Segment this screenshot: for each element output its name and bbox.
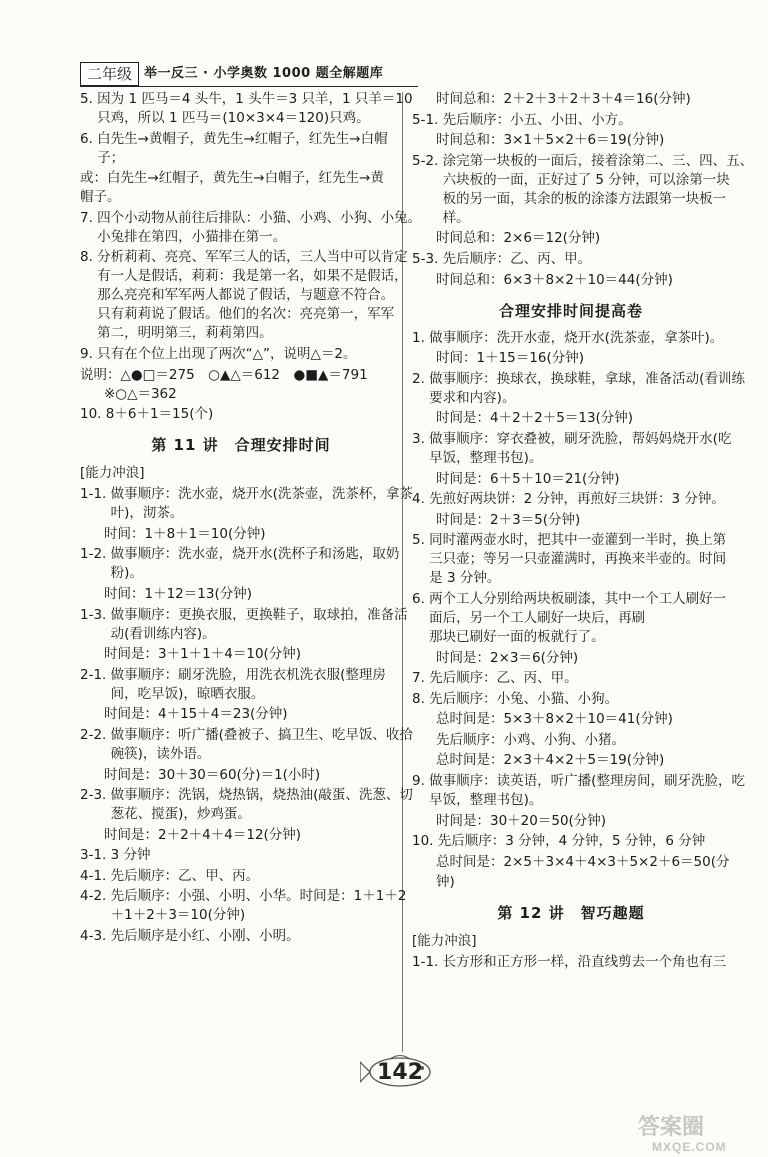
item-number: 9. xyxy=(80,345,98,362)
answer-item xyxy=(412,329,730,348)
answer-item xyxy=(412,772,745,810)
item-body xyxy=(429,490,730,509)
answer-item xyxy=(412,430,730,468)
item-line: 同时灌两壶水时，把其中一壶灌到一半时，换上第 xyxy=(429,532,727,549)
item-number: 6. xyxy=(412,590,430,607)
page-number xyxy=(360,1054,440,1090)
answers-block-a xyxy=(80,90,422,424)
item-body xyxy=(106,405,402,424)
item-body xyxy=(97,209,421,247)
item-number: 8. xyxy=(412,690,430,707)
item-line: 8＋6＋1＝15(个) xyxy=(105,406,214,423)
item-line: 做事顺序：更换衣服，更换鞋子，取球拍，准备活 xyxy=(110,606,408,623)
symbol-explanation xyxy=(80,366,402,404)
watermark xyxy=(630,1110,760,1156)
item-line: 做事顺序：刷牙洗脸，用洗衣机洗衣服(整理房 xyxy=(110,666,386,683)
item-line: 做事顺序：洗水壶，烧开水(洗茶壶，洗茶杯，拿茶 xyxy=(110,486,413,503)
answer-item xyxy=(412,152,754,228)
answer-item xyxy=(412,250,730,269)
item-number: 2-1. xyxy=(80,666,111,683)
item-number: 7. xyxy=(80,209,98,226)
item-line: 小兔排在第四，小猫排在第一。 xyxy=(97,228,287,245)
item-line: 时间是：2＋2＋4＋4＝12(分钟) xyxy=(104,826,302,843)
item-line: 做事顺序：换球衣，换球鞋，拿球，准备活动(看训练 xyxy=(429,370,745,387)
item-line: 子； xyxy=(97,149,125,166)
item-number: 1-1. xyxy=(412,954,443,971)
answer-item xyxy=(412,370,745,408)
item-line: 动(看训练内容)。 xyxy=(110,625,216,642)
item-line: 做事顺序：洗锅，烧热锅，烧热油(敲蛋、洗葱、切 xyxy=(110,787,413,804)
item-body xyxy=(97,90,412,128)
item-line: 四个小动物从前往后排队：小猫、小鸡、小狗、小兔。 xyxy=(97,209,422,226)
item-body xyxy=(429,669,730,688)
item-line: 时间：1＋12＝13(分钟) xyxy=(104,585,252,602)
page-number-text: 142 xyxy=(377,1059,423,1085)
section-title-lecture-12: 第 12 讲 智巧趣题 xyxy=(497,904,645,923)
item-line: 先后顺序：3 分钟，4 分钟，5 分钟，6 分钟 xyxy=(437,833,706,850)
answer-item xyxy=(80,606,408,644)
item-body xyxy=(111,726,413,764)
item-line: 六块板的一面，正好过了 5 分钟，可以涂第一块 xyxy=(442,171,730,188)
item-line: 第二，明明第三，莉莉第四。 xyxy=(97,325,273,342)
item-line: 先后顺序：乙、丙、甲。 xyxy=(442,250,592,267)
item-body xyxy=(443,152,754,228)
item-line: ※○△＝362 xyxy=(104,385,177,402)
answer-item xyxy=(412,690,730,709)
item-body xyxy=(429,430,731,468)
item-body xyxy=(443,953,730,972)
answer-item xyxy=(80,666,402,704)
item-line: 做事顺序：洗水壶，烧开水(洗杯子和汤匙，取奶 xyxy=(110,546,400,563)
item-number: 7. xyxy=(412,670,430,687)
item-number: 5-1. xyxy=(412,111,443,128)
item-line: 长方形和正方形一样，沿直线剪去一个角也有三 xyxy=(442,954,727,971)
item-line: 做事顺序：穿衣叠被，刷牙洗脸，帮妈妈烧开水(吃 xyxy=(429,430,732,447)
answer-item xyxy=(80,485,413,523)
answer-item xyxy=(412,953,730,972)
answer-item xyxy=(80,786,413,824)
item-body xyxy=(111,545,402,583)
item-line: 时间是：6＋5＋10＝21(分钟) xyxy=(436,470,620,487)
answer-item xyxy=(80,209,422,247)
item-line: 时间是：30＋30＝60(分)＝1(小时) xyxy=(104,766,321,783)
watermark-logo-text: 答案圈 xyxy=(638,1114,705,1139)
item-body xyxy=(443,250,730,269)
answer-item xyxy=(412,531,730,588)
item-number: 2. xyxy=(412,370,430,387)
item-line: 说明：△●□＝275 ○▲△＝612 ●■▲＝791 xyxy=(80,366,368,383)
item-line: 是 3 分钟。 xyxy=(429,570,501,587)
item-line: 早饭，整理书包)。 xyxy=(429,792,543,809)
lecture-11-answers xyxy=(80,485,413,946)
item-number: 4-3. xyxy=(80,928,111,945)
item-line: 钟) xyxy=(436,874,455,891)
item-number: 5-3. xyxy=(412,250,443,267)
item-number: 2-3. xyxy=(80,787,111,804)
item-line: 面后，另一个工人刷好一块后，再刷 xyxy=(429,609,646,626)
item-line: ＋1＋2＋3＝10(分钟) xyxy=(110,907,246,924)
answer-item xyxy=(80,726,413,764)
ability-tag: [能力冲浪] xyxy=(412,933,477,950)
item-line: 时间是：3＋1＋1＋4＝10(分钟) xyxy=(104,646,302,663)
item-line: 样。 xyxy=(442,209,470,226)
left-column xyxy=(80,90,422,948)
item-line: 分析莉莉、亮亮、军军三人的话，三人当中可以肯定 xyxy=(97,249,408,266)
item-line: 粉)。 xyxy=(110,565,143,582)
item-line: 时间是：2＋3＝5(分钟) xyxy=(436,511,581,528)
item-line: 因为 1 匹马＝4 头牛，1 头牛＝3 只羊，1 只羊＝10 xyxy=(97,91,413,107)
item-body xyxy=(111,666,402,704)
item-line: 间，吃早饭)，晾晒衣服。 xyxy=(110,685,265,702)
answer-item xyxy=(80,248,408,343)
item-body xyxy=(111,606,408,644)
item-line: 只有在个位上出现了两次“△”，说明△＝2。 xyxy=(97,345,357,362)
item-line: 做事顺序：听广播(叠被子、搞卫生、吃早饭、收拾 xyxy=(110,726,413,743)
ability-tag: [能力冲浪] xyxy=(80,465,145,482)
item-body xyxy=(111,867,402,886)
item-line: 或：白先生→红帽子，黄先生→白帽子，红先生→黄 xyxy=(80,170,384,187)
item-line: 时间总和：2＋2＋3＋2＋3＋4＝16(分钟) xyxy=(436,91,691,107)
item-line: 时间总和：3×1＋5×2＋6＝19(分钟) xyxy=(436,132,665,149)
item-number: 4-1. xyxy=(80,867,111,884)
item-line: 先后顺序：小五、小田、小方。 xyxy=(442,111,632,128)
answers-block-c xyxy=(412,90,754,290)
item-line: 时间是：2×3＝6(分钟) xyxy=(436,649,579,666)
item-body xyxy=(429,531,730,588)
item-line: 只有莉莉说了假话。他们的名次：亮亮第一，军军 xyxy=(97,306,395,323)
item-body xyxy=(429,772,745,810)
item-body xyxy=(429,370,745,408)
answer-item xyxy=(412,832,730,851)
item-number: 3-1. xyxy=(80,847,111,864)
series-title: 举一反三 · 小学奥数 1000 题全解题库 xyxy=(144,66,384,81)
item-line: 要求和内容)。 xyxy=(429,389,516,406)
answer-item xyxy=(80,130,402,168)
exam-answers xyxy=(412,329,745,893)
item-number: 3. xyxy=(412,430,430,447)
answer-item xyxy=(80,867,402,886)
answer-item xyxy=(412,590,730,647)
item-line: 先后顺序：乙、甲、丙。 xyxy=(110,867,260,884)
item-line: 时间：1＋15＝16(分钟) xyxy=(436,350,584,367)
section-title-exam: 合理安排时间提高卷 xyxy=(498,301,643,320)
item-number: 1. xyxy=(412,329,430,346)
answer-item xyxy=(80,846,402,865)
right-column xyxy=(412,90,754,974)
item-number: 4-2. xyxy=(80,888,111,905)
item-body xyxy=(111,887,407,925)
item-number: 5. xyxy=(412,532,430,549)
item-body xyxy=(429,329,730,348)
item-line: 时间总和：6×3＋8×2＋10＝44(分钟) xyxy=(436,271,673,288)
grade-label: 二年级 xyxy=(80,62,139,86)
item-line: 时间：1＋8＋1＝10(分钟) xyxy=(104,525,266,542)
item-line: 时间总和：2×6＝12(分钟) xyxy=(436,230,601,247)
item-line: 先后顺序：小兔、小猫、小狗。 xyxy=(429,690,619,707)
item-line: 板的另一面，其余的板的涂漆方法跟第一块板一 xyxy=(442,190,727,207)
answer-item xyxy=(412,669,730,688)
item-body xyxy=(438,832,730,851)
item-line: 总时间是：5×3＋8×2＋10＝41(分钟) xyxy=(436,711,673,728)
alternative-answer xyxy=(80,169,402,207)
item-line: 碗筷)，读外语。 xyxy=(110,745,211,762)
item-body xyxy=(97,345,402,364)
item-line: 帽子。 xyxy=(80,189,121,206)
item-number: 6. xyxy=(80,130,98,147)
item-line: 3 分钟 xyxy=(110,847,151,864)
running-header xyxy=(80,62,418,92)
item-line: 先后顺序：小鸡、小狗、小猪。 xyxy=(436,731,625,748)
item-line: 葱花、搅蛋)，炒鸡蛋。 xyxy=(110,806,251,823)
item-line: 做事顺序：洗开水壶，烧开水(洗茶壶，拿茶叶)。 xyxy=(429,329,724,346)
item-line: 那么亮亮和军军两人都说了假话，与题意不符合。 xyxy=(97,287,395,304)
item-line: 早饭，整理书包)。 xyxy=(429,449,543,466)
item-body xyxy=(97,248,408,343)
item-number: 5-2. xyxy=(412,152,443,169)
item-line: 时间是：4＋2＋2＋5＝13(分钟) xyxy=(436,410,634,427)
item-number: 10. xyxy=(412,833,438,850)
answer-item xyxy=(80,545,402,583)
item-line: 时间是：30＋20＝50(分钟) xyxy=(436,812,607,829)
item-line: 先后顺序：乙、丙、甲。 xyxy=(429,670,578,687)
item-number: 2-2. xyxy=(80,726,111,743)
item-body xyxy=(111,927,402,946)
item-number: 10. xyxy=(80,406,106,423)
item-line: 三只壶；等另一只壶灌满时，再换来半壶的。时间 xyxy=(429,551,727,568)
item-number: 4. xyxy=(412,491,430,508)
item-line: 那块已刷好一面的板就行了。 xyxy=(429,628,605,645)
item-line: 两个工人分别给两块板刷漆，其中一个工人刷好一 xyxy=(429,590,727,607)
item-line: 只鸡，所以 1 匹马＝(10×3×4＝120)只鸡。 xyxy=(97,110,370,126)
answer-item xyxy=(80,90,413,128)
item-line: 叶)，沏茶。 xyxy=(110,505,184,522)
watermark-url: MXQE.COM xyxy=(652,1140,727,1154)
item-line: 总时间是：2×3＋4×2＋5＝19(分钟) xyxy=(436,752,665,769)
item-number: 1-3. xyxy=(80,606,111,623)
answer-item xyxy=(80,887,407,925)
item-body xyxy=(111,846,402,865)
item-line: 时间是：4＋15＋4＝23(分钟) xyxy=(104,706,288,723)
answer-item xyxy=(412,111,730,130)
section-title-lecture-11: 第 11 讲 合理安排时间 xyxy=(151,436,331,455)
answer-item xyxy=(80,345,402,364)
item-line: 有一人是假话，莉莉：我是第一名，如果不是假话， xyxy=(97,268,408,285)
item-body xyxy=(111,786,413,824)
answer-item xyxy=(80,927,402,946)
item-line: 总时间是：2×5＋3×4＋4×3＋5×2＋6＝50(分 xyxy=(436,853,730,870)
item-number: 1-1. xyxy=(80,486,111,503)
item-number: 5. xyxy=(80,91,98,107)
item-body xyxy=(443,111,730,130)
answer-item xyxy=(412,490,730,509)
item-line: 先煎好两块饼：2 分钟，再煎好三块饼：3 分钟。 xyxy=(429,491,725,508)
item-line: 白先生→黄帽子，黄先生→红帽子，红先生→白帽 xyxy=(97,130,388,147)
item-body xyxy=(111,485,413,523)
item-line: 涂完第一块板的一面后，接着涂第二、三、四、五、 xyxy=(442,152,754,169)
item-body xyxy=(97,130,402,168)
item-line: 做事顺序：读英语，听广播(整理房间，刷牙洗脸，吃 xyxy=(429,773,745,790)
item-body xyxy=(429,590,730,647)
header-rule xyxy=(80,86,418,87)
item-line: 先后顺序是小红、小刚、小明。 xyxy=(110,928,300,945)
answer-item xyxy=(80,405,402,424)
item-number: 1-2. xyxy=(80,546,111,563)
item-body xyxy=(429,690,730,709)
item-line: 先后顺序：小强、小明、小华。时间是：1＋1＋2 xyxy=(110,888,407,905)
item-number: 9. xyxy=(412,773,430,790)
item-number: 8. xyxy=(80,249,98,266)
